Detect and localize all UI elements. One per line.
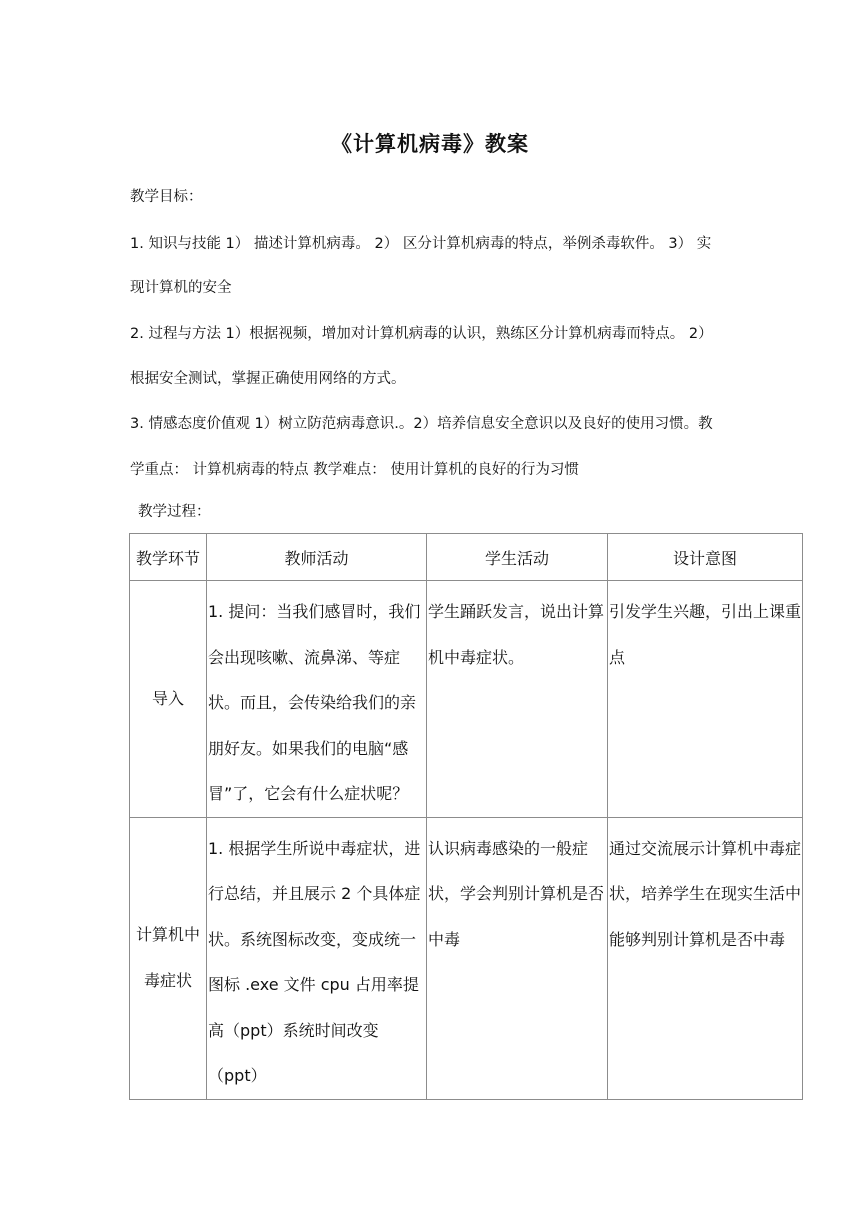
body-line-5: 3. 情感态度价值观 1）树立防范病毒意识.。2）培养信息安全意识以及良好的使用习惯。教 [130,416,713,432]
row-teacher-activity: 1. 提问：当我们感冒时，我们会出现咳嗽、流鼻涕、等症状。而且，会传染给我们的亲朋好友。如果我们的电脑“感冒”了，它会有什么症状呢？ [207,581,427,818]
row-stage: 计算机中毒症状 [130,817,207,1099]
row-stage: 导入 [130,581,207,818]
header-intent: 设计意图 [608,534,803,581]
body-line-3: 2. 过程与方法 1）根据视频，增加对计算机病毒的认识，熟练区分计算机病毒而特点。 2） [130,326,713,342]
table-row [130,581,803,818]
objectives-label: 教学目标： [130,189,203,205]
body-line-2: 现计算机的安全 [130,280,232,296]
header-student: 学生活动 [427,534,608,581]
row-student-activity: 学生踊跃发言，说出计算机中毒症状。 [427,581,608,818]
document-title: 《计算机病毒》教案 [331,132,529,156]
row-design-intent: 通过交流展示计算机中毒症状，培养学生在现实生活中能够判别计算机是否中毒 [608,817,803,1099]
body-line-1: 1. 知识与技能 1） 描述计算机病毒。 2） 区分计算机病毒的特点，举例杀毒软件。 3） 实 [130,236,712,252]
row-student-activity: 认识病毒感染的一般症状，学会判别计算机是否中毒 [427,817,608,1099]
body-line-4: 根据安全测试，掌握正确使用网络的方式。 [130,371,406,387]
lesson-table [129,533,803,1100]
body-line-6: 学重点： 计算机病毒的特点 教学难点： 使用计算机的良好的行为习惯 [130,462,579,478]
process-label: 教学过程： [138,504,211,520]
header-teacher: 教师活动 [207,534,427,581]
table-row [130,817,803,1099]
table-header-row [130,534,803,581]
row-design-intent: 引发学生兴趣，引出上课重点 [608,581,803,818]
header-stage: 教学环节 [130,534,207,581]
row-teacher-activity: 1. 根据学生所说中毒症状，进行总结，并且展示 2 个具体症状。系统图标改变，变成统一图标 .exe 文件 cpu 占用率提高（ppt）系统时间改变（ppt） [207,817,427,1099]
